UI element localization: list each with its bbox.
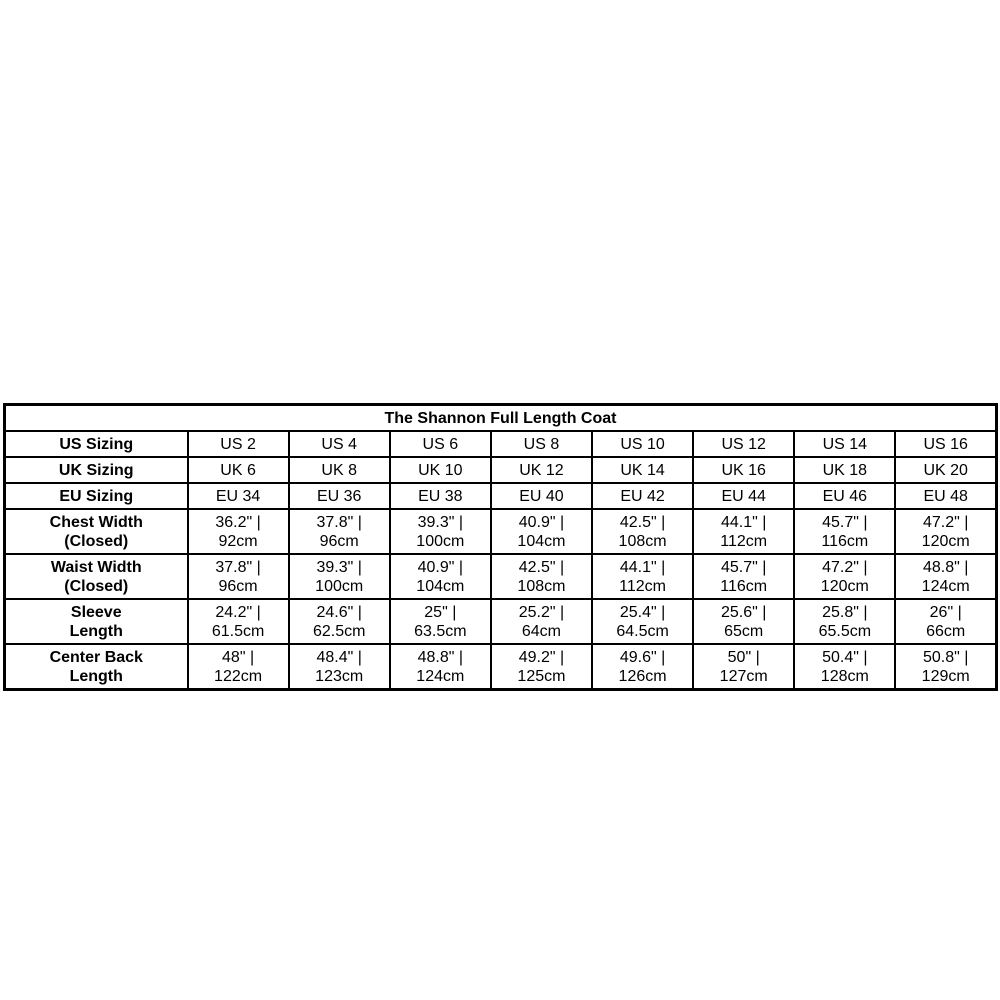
- size-cell: 36.2" | 92cm: [188, 509, 289, 554]
- chest-width-row: [5, 509, 997, 554]
- size-cell: 40.9" | 104cm: [390, 554, 491, 599]
- size-chart-body: [5, 405, 997, 690]
- size-cell: 39.3" | 100cm: [390, 509, 491, 554]
- size-cell: 48.4" | 123cm: [289, 644, 390, 690]
- size-cell: 25.2" | 64cm: [491, 599, 592, 644]
- table-title: The Shannon Full Length Coat: [5, 405, 997, 432]
- row-label: Waist Width (Closed): [5, 554, 188, 599]
- size-cell: 50" | 127cm: [693, 644, 794, 690]
- row-label: Chest Width (Closed): [5, 509, 188, 554]
- size-cell: US 2: [188, 431, 289, 457]
- size-cell: UK 6: [188, 457, 289, 483]
- size-cell: 24.2" | 61.5cm: [188, 599, 289, 644]
- size-cell: 25.8" | 65.5cm: [794, 599, 895, 644]
- size-cell: 25.4" | 64.5cm: [592, 599, 693, 644]
- size-cell: 25.6" | 65cm: [693, 599, 794, 644]
- eu-sizing-row: [5, 483, 997, 509]
- size-cell: US 14: [794, 431, 895, 457]
- size-cell: 24.6" | 62.5cm: [289, 599, 390, 644]
- size-cell: 42.5" | 108cm: [592, 509, 693, 554]
- size-cell: 49.2" | 125cm: [491, 644, 592, 690]
- size-cell: 47.2" | 120cm: [794, 554, 895, 599]
- row-label: US Sizing: [5, 431, 188, 457]
- size-cell: EU 36: [289, 483, 390, 509]
- size-cell: US 10: [592, 431, 693, 457]
- row-label: EU Sizing: [5, 483, 188, 509]
- row-label: Center Back Length: [5, 644, 188, 690]
- size-cell: EU 40: [491, 483, 592, 509]
- size-cell: US 4: [289, 431, 390, 457]
- size-cell: 25" | 63.5cm: [390, 599, 491, 644]
- size-cell: 48.8" | 124cm: [895, 554, 996, 599]
- size-cell: 48.8" | 124cm: [390, 644, 491, 690]
- size-cell: 37.8" | 96cm: [289, 509, 390, 554]
- size-cell: 50.8" | 129cm: [895, 644, 996, 690]
- size-cell: 44.1" | 112cm: [693, 509, 794, 554]
- size-cell: 42.5" | 108cm: [491, 554, 592, 599]
- size-cell: US 8: [491, 431, 592, 457]
- size-cell: EU 38: [390, 483, 491, 509]
- size-cell: 44.1" | 112cm: [592, 554, 693, 599]
- size-cell: EU 34: [188, 483, 289, 509]
- size-cell: EU 46: [794, 483, 895, 509]
- size-cell: 39.3" | 100cm: [289, 554, 390, 599]
- size-cell: US 16: [895, 431, 996, 457]
- uk-sizing-row: [5, 457, 997, 483]
- size-cell: 37.8" | 96cm: [188, 554, 289, 599]
- title-row: [5, 405, 997, 432]
- center-back-length-row: [5, 644, 997, 690]
- size-cell: EU 48: [895, 483, 996, 509]
- size-cell: 50.4" | 128cm: [794, 644, 895, 690]
- size-cell: UK 18: [794, 457, 895, 483]
- waist-width-row: [5, 554, 997, 599]
- size-chart-table: [3, 403, 998, 691]
- size-cell: UK 12: [491, 457, 592, 483]
- size-cell: UK 16: [693, 457, 794, 483]
- size-cell: UK 8: [289, 457, 390, 483]
- size-cell: UK 14: [592, 457, 693, 483]
- us-sizing-row: [5, 431, 997, 457]
- size-cell: US 12: [693, 431, 794, 457]
- size-cell: EU 44: [693, 483, 794, 509]
- size-cell: 48" | 122cm: [188, 644, 289, 690]
- size-cell: 49.6" | 126cm: [592, 644, 693, 690]
- sleeve-length-row: [5, 599, 997, 644]
- size-cell: UK 20: [895, 457, 996, 483]
- size-cell: 47.2" | 120cm: [895, 509, 996, 554]
- row-label: Sleeve Length: [5, 599, 188, 644]
- size-cell: 45.7" | 116cm: [794, 509, 895, 554]
- size-cell: 45.7" | 116cm: [693, 554, 794, 599]
- size-cell: US 6: [390, 431, 491, 457]
- row-label: UK Sizing: [5, 457, 188, 483]
- size-cell: 26" | 66cm: [895, 599, 996, 644]
- size-cell: 40.9" | 104cm: [491, 509, 592, 554]
- size-cell: UK 10: [390, 457, 491, 483]
- size-cell: EU 42: [592, 483, 693, 509]
